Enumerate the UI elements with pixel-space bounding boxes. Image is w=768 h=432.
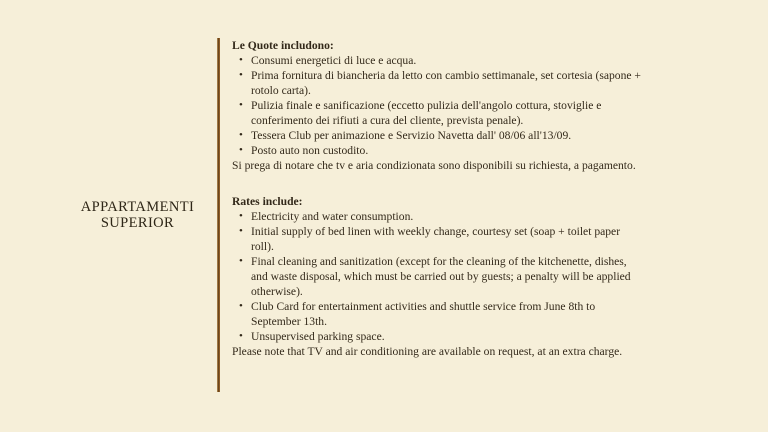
section-english [232, 194, 644, 359]
apartment-title-line1: APPARTAMENTI [80, 199, 195, 216]
bullet-list-english [232, 209, 644, 344]
list-item: • Consumi energetici di luce e acqua. [232, 53, 644, 68]
apartment-title [81, 200, 194, 231]
list-item: • Club Card for entertainment activities and shuttle service from June 8th to September 13th. [232, 299, 644, 329]
list-item: • Pulizia finale e sanificazione (eccetto pulizia dell'angolo cottura, stoviglie e conferimento dei rifiuti a cura del cliente, prevista penale). [232, 98, 644, 128]
content [220, 0, 644, 432]
bullet-list-italian [232, 53, 644, 158]
section-italian [232, 38, 644, 173]
section-heading-italian: Le Quote includono: [232, 39, 334, 52]
apartment-title-line2: SUPERIOR [100, 215, 175, 231]
section-heading-english: Rates include: [232, 195, 303, 208]
list-item: • Electricity and water consumption. [232, 209, 644, 224]
section-note-italian: Si prega di notare che tv e aria condizionata sono disponibili su richiesta, a pagamento. [232, 159, 636, 172]
list-item: • Final cleaning and sanitization (except for the cleaning of the kitchenette, dishes, and waste disposal, which must be carried out by guests; a penalty will be applied otherwise). [232, 254, 644, 299]
list-item: • Initial supply of bed linen with weekly change, courtesy set (soap + toilet paper roll). [232, 224, 644, 254]
list-item: • Posto auto non custodito. [232, 143, 644, 158]
left-panel [0, 0, 217, 432]
list-item: • Prima fornitura di biancheria da letto con cambio settimanale, set cortesia (sapone + rotolo carta). [232, 68, 644, 98]
list-item: • Unsupervised parking space. [232, 329, 644, 344]
section-note-english: Please note that TV and air conditioning are available on request, at an extra charge. [232, 345, 623, 358]
list-item: • Tessera Club per animazione e Servizio Navetta dall' 08/06 all'13/09. [232, 128, 644, 143]
